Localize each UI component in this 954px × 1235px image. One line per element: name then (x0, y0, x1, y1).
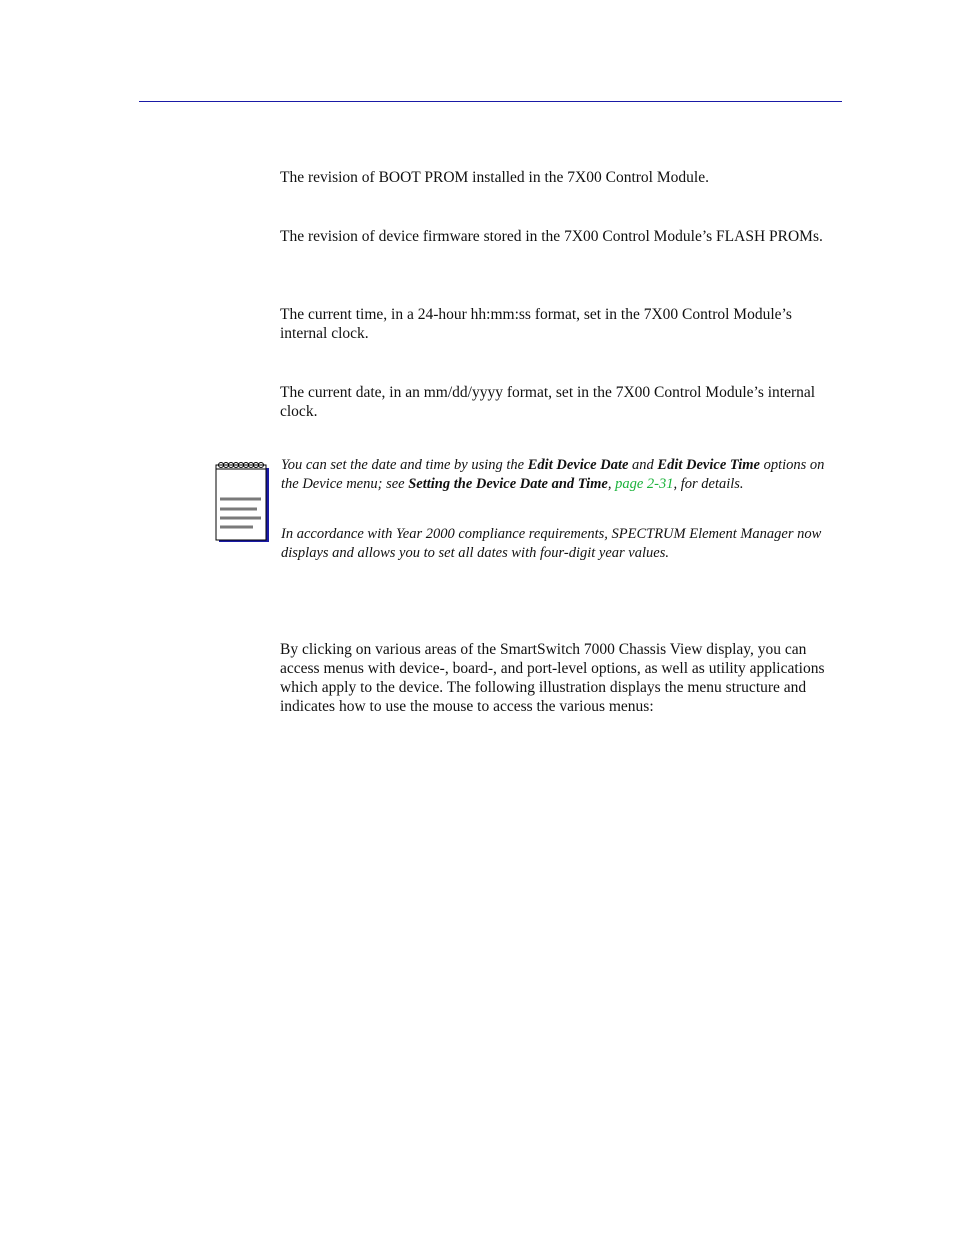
note-text: options on the Device menu; see (281, 457, 825, 492)
note-text: , for details. (673, 476, 744, 492)
note-text: , (607, 476, 616, 492)
note-text: You can set the date and time by using the (281, 457, 528, 473)
time-description: The current time, in a 24-hour hh:mm:ss format, set in the 7X00 Control Module’s internal clock. (280, 306, 792, 342)
note-text: and (628, 457, 658, 473)
date-description: The current date, in an mm/dd/yyyy format, set in the 7X00 Control Module’s internal clock. (280, 384, 816, 420)
page-link[interactable]: page 2-31 (615, 476, 674, 492)
edit-device-time-term: Edit Device Time (657, 457, 760, 473)
note-year-2000: In accordance with Year 2000 compliance requirements, SPECTRUM Element Manager now displays and allows you to set all dates with four-digit year values. (281, 526, 822, 561)
boot-prom-description: The revision of BOOT PROM installed in the 7X00 Control Module. (280, 169, 709, 186)
note-date-time (281, 456, 843, 494)
section-reference: Setting the Device Date and Time (408, 476, 608, 492)
menus-description: By clicking on various areas of the SmartSwitch 7000 Chassis View display, you can access menus with device-, board-, and port-level options, as well as utility applications which apply to the device. The following illustration displays the menu structure and indicates how to use the mouse to access the various menus: (280, 641, 825, 715)
header-rule (139, 101, 842, 102)
notepad-icon (215, 460, 271, 544)
firmware-description: The revision of device firmware stored in the 7X00 Control Module’s FLASH PROMs. (280, 228, 823, 245)
edit-device-date-term: Edit Device Date (527, 457, 629, 473)
